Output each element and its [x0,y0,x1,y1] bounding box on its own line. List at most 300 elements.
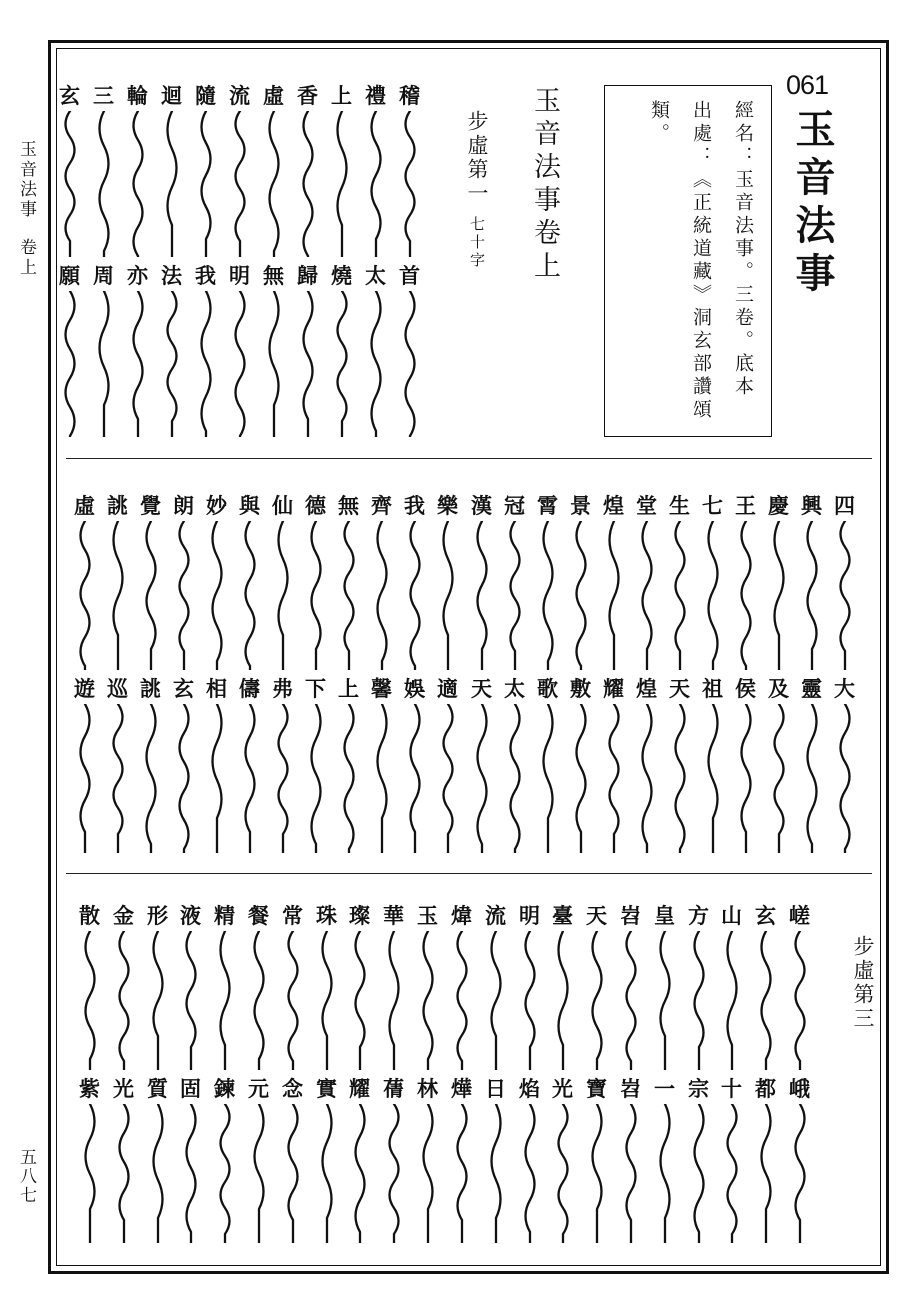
melisma-stroke [762,931,771,1070]
register-divider-1 [66,458,872,459]
section-2-lyric-top: 興 [801,493,822,518]
melisma-curve [180,1104,202,1243]
melisma-curve [537,704,559,853]
melisma-stroke [236,291,245,437]
melisma-stroke [255,931,264,1070]
melisma-curve [214,931,236,1070]
section-3-lyric-bottom: 光 [552,1076,573,1101]
melisma-curve [59,111,81,257]
melisma-stroke [478,704,487,853]
melisma-curve [768,521,790,670]
melisma-curve [669,704,691,853]
section-2-lyric-top: 冠 [504,493,525,518]
melisma-stroke [289,931,298,1070]
melisma-curve [59,291,81,437]
section-2-lyric-bottom: 上 [338,676,359,701]
melisma-curve [688,1104,710,1243]
melisma-stroke [213,521,222,670]
section-3-lyric-top: 方 [688,903,709,928]
section-1-lyric-top: 隨 [195,83,216,108]
melisma-curve [113,931,135,1070]
section-1-lyric-bottom: 亦 [127,263,148,288]
section-3-lyric-bottom: 林 [417,1076,438,1101]
section-2-lyric-bottom: 靈 [801,676,822,701]
section-1-lyric-bottom: 無 [263,263,284,288]
melisma-stroke [312,704,321,853]
melisma-stroke [312,521,321,670]
melisma-stroke [424,1104,433,1243]
melisma-curve [485,931,507,1070]
section-2-lyric-bottom: 歌 [537,676,558,701]
melisma-curve [248,1104,270,1243]
melisma-stroke [168,111,177,257]
melisma-stroke [378,704,387,853]
melisma-curve [147,1104,169,1243]
section-2-lyric-top: 仙 [272,493,293,518]
melisma-curve [173,704,195,853]
section-3-lyric-bottom: 元 [248,1076,269,1101]
melisma-curve [206,704,228,853]
section-3-lyric-top: 散 [79,903,100,928]
melisma-stroke [356,1104,365,1243]
melisma-stroke [841,521,850,670]
melisma-stroke [81,521,90,670]
melisma-curve [383,1104,405,1243]
melisma-curve [74,704,96,853]
melisma-stroke [304,291,313,437]
melisma-stroke [147,704,156,853]
melisma-curve [603,704,625,853]
register-divider-2 [66,873,872,874]
melisma-stroke [444,704,453,853]
melisma-curve [801,704,823,853]
section-3-lyric-top: 華 [383,903,404,928]
section-3-lyric-top: 流 [485,903,506,928]
melisma-stroke [345,704,354,853]
doc-title: 玉音法事 [789,108,836,300]
melisma-curve [570,704,592,853]
section-3-title: 步虛第三 [851,935,875,1031]
melisma-curve [702,521,724,670]
section-3-lyric-top: 璨 [349,903,370,928]
section-2-lyric-bottom: 侯 [735,676,756,701]
melisma-curve [504,521,526,670]
section-2-lyric-top: 霄 [537,493,558,518]
melisma-stroke [406,111,415,257]
melisma-curve [93,111,115,257]
melisma-curve [801,521,823,670]
section-2-lyric-bottom: 下 [305,676,326,701]
melisma-stroke [411,704,420,853]
section-3-lyric-top: 精 [214,903,235,928]
section-2-lyric-top: 德 [305,493,326,518]
melisma-curve [79,1104,101,1243]
melisma-curve [93,291,115,437]
melisma-curve [371,704,393,853]
melisma-curve [721,931,743,1070]
volume-title: 玉音法事卷上 [529,86,560,284]
melisma-stroke [289,1104,298,1243]
melisma-stroke [544,521,553,670]
melisma-curve [834,704,856,853]
section-3-lyric-bottom: 岧 [620,1076,641,1101]
section-2-lyric-top: 七 [702,493,723,518]
melisma-stroke [695,931,704,1070]
melisma-curve [603,521,625,670]
section-1-lyric-top: 稽 [399,83,420,108]
section-2-lyric-top: 無 [338,493,359,518]
margin-page-number: 五八七 [16,1148,36,1205]
melisma-stroke [643,521,652,670]
melisma-curve [229,291,251,437]
section-2-lyric-bottom: 誂 [140,676,161,701]
melisma-curve [721,1104,743,1243]
melisma-curve [399,111,421,257]
melisma-curve [755,1104,777,1243]
melisma-curve [654,1104,676,1243]
melisma-curve [437,704,459,853]
melisma-stroke [345,521,354,670]
melisma-stroke [661,1104,670,1243]
section-2-lyric-bottom: 煌 [636,676,657,701]
melisma-curve [451,931,473,1070]
section-3-lyric-bottom: 寶 [586,1076,607,1101]
melisma-stroke [762,1104,771,1243]
section-2-lyric-top: 誂 [107,493,128,518]
melisma-stroke [304,111,313,257]
melisma-curve [161,291,183,437]
melisma-stroke [372,111,381,257]
section-3-lyric-bottom: 宗 [688,1076,709,1101]
melisma-stroke [511,704,520,853]
melisma-curve [263,111,285,257]
melisma-stroke [168,291,177,437]
section-3-lyric-bottom: 十 [721,1076,742,1101]
melisma-curve [239,704,261,853]
melisma-stroke [338,291,347,437]
section-2-lyric-top: 覺 [140,493,161,518]
section-1-lyric-top: 虛 [263,83,284,108]
section-3-lyric-top: 餐 [248,903,269,928]
melisma-stroke [676,521,685,670]
section-1-lyric-bottom: 歸 [297,263,318,288]
melisma-stroke [796,1104,805,1243]
margin-volume-text: 卷上 [16,238,36,278]
melisma-stroke [86,931,95,1070]
melisma-stroke [643,704,652,853]
melisma-stroke [246,704,255,853]
melisma-curve [404,704,426,853]
section-2-lyric-top: 我 [404,493,425,518]
melisma-curve [272,704,294,853]
melisma-curve [504,704,526,853]
melisma-curve [239,521,261,670]
melisma-curve [471,704,493,853]
section-3-lyric-bottom: 光 [113,1076,134,1101]
margin-title-text: 玉音法事 [16,140,36,220]
melisma-curve [316,1104,338,1243]
melisma-curve [586,1104,608,1243]
section-2-lyric-bottom: 及 [768,676,789,701]
section-3-lyric-bottom: 日 [485,1076,506,1101]
melisma-curve [636,704,658,853]
melisma-stroke [492,1104,501,1243]
melisma-curve [74,521,96,670]
melisma-stroke [390,931,399,1070]
melisma-curve [755,931,777,1070]
melisma-stroke [808,521,817,670]
section-3-lyric-bottom: 焰 [519,1076,540,1101]
melisma-curve [305,704,327,853]
melisma-curve [147,931,169,1070]
melisma-stroke [356,931,365,1070]
melisma-curve [485,1104,507,1243]
section-2-lyric-top: 王 [735,493,756,518]
melisma-stroke [775,704,784,853]
melisma-stroke [100,111,109,257]
melisma-curve [248,931,270,1070]
section-3-lyric-top: 嵯 [789,903,810,928]
melisma-curve [552,931,574,1070]
melisma-curve [195,111,217,257]
melisma-curve [365,291,387,437]
section-2-lyric-bottom: 儔 [239,676,260,701]
section-2-lyric-bottom: 馨 [371,676,392,701]
melisma-curve [349,931,371,1070]
melisma-curve [127,111,149,257]
section-1-lyric-top: 上 [331,83,352,108]
melisma-curve [789,931,811,1070]
section-1-lyric-bottom: 太 [365,263,386,288]
melisma-stroke [66,111,75,257]
section-3-lyric-top: 珠 [316,903,337,928]
melisma-stroke [627,1104,636,1243]
melisma-stroke [742,521,751,670]
section-2-lyric-bottom: 相 [206,676,227,701]
melisma-stroke [775,521,784,670]
melisma-stroke [279,704,288,853]
melisma-stroke [147,521,156,670]
melisma-stroke [270,111,279,257]
melisma-curve [272,521,294,670]
section-2-lyric-bottom: 弗 [272,676,293,701]
melisma-stroke [577,521,586,670]
melisma-curve [107,521,129,670]
melisma-curve [180,931,202,1070]
section-3-lyric-top: 明 [519,903,540,928]
melisma-stroke [202,291,211,437]
section-1-title: 步虛第一 [465,110,489,206]
catalog-source-line: 出處：《正統道藏》洞玄部讚頌 [690,100,712,422]
melisma-stroke [676,704,685,853]
melisma-curve [331,111,353,257]
section-3-lyric-bottom: 耀 [349,1076,370,1101]
melisma-stroke [187,1104,196,1243]
melisma-curve [229,111,251,257]
section-2-lyric-top: 樂 [437,493,458,518]
melisma-stroke [526,931,535,1070]
melisma-stroke [627,931,636,1070]
melisma-curve [620,1104,642,1243]
melisma-curve [570,521,592,670]
melisma-curve [552,1104,574,1243]
melisma-stroke [610,704,619,853]
section-2-lyric-bottom: 耀 [603,676,624,701]
melisma-curve [195,291,217,437]
melisma-stroke [478,521,487,670]
section-2-lyric-top: 虛 [74,493,95,518]
melisma-curve [140,521,162,670]
section-2-lyric-bottom: 玄 [173,676,194,701]
melisma-stroke [202,111,211,257]
section-3-lyric-bottom: 質 [147,1076,168,1101]
melisma-curve [107,704,129,853]
section-2-lyric-bottom: 太 [504,676,525,701]
melisma-stroke [270,291,279,437]
melisma-curve [735,704,757,853]
melisma-curve [399,291,421,437]
section-3-lyric-top: 煒 [451,903,472,928]
melisma-curve [417,1104,439,1243]
melisma-curve [789,1104,811,1243]
melisma-stroke [134,291,143,437]
melisma-stroke [338,111,347,257]
melisma-curve [297,291,319,437]
section-3-lyric-bottom: 燁 [451,1076,472,1101]
section-2-lyric-top: 煌 [603,493,624,518]
melisma-curve [451,1104,473,1243]
melisma-stroke [120,1104,129,1243]
melisma-stroke [255,1104,264,1243]
section-2-lyric-top: 妙 [206,493,227,518]
section-2-lyric-bottom: 適 [437,676,458,701]
melisma-stroke [246,521,255,670]
melisma-curve [282,931,304,1070]
section-2-lyric-top: 景 [570,493,591,518]
melisma-curve [537,521,559,670]
section-2-lyric-bottom: 天 [471,676,492,701]
section-1-lyric-bottom: 燒 [331,263,352,288]
catalog-name-line: 經名：玉音法事。三卷。底本 [732,100,754,399]
section-1-lyric-bottom: 首 [399,263,420,288]
section-2-lyric-top: 與 [239,493,260,518]
melisma-stroke [742,704,751,853]
melisma-curve [297,111,319,257]
section-1-lyric-top: 流 [229,83,250,108]
section-1-lyric-top: 禮 [365,83,386,108]
melisma-stroke [134,111,143,257]
section-2-lyric-bottom: 天 [669,676,690,701]
melisma-stroke [695,1104,704,1243]
melisma-stroke [187,931,196,1070]
section-3-lyric-bottom: 都 [755,1076,776,1101]
melisma-curve [404,521,426,670]
melisma-curve [173,521,195,670]
melisma-curve [206,521,228,670]
melisma-stroke [100,291,109,437]
melisma-curve [519,1104,541,1243]
doc-number: 061 [786,70,829,100]
section-2-lyric-top: 朗 [173,493,194,518]
section-3-lyric-top: 液 [180,903,201,928]
melisma-stroke [180,704,189,853]
melisma-curve [471,521,493,670]
melisma-stroke [610,521,619,670]
melisma-curve [338,704,360,853]
melisma-curve [349,1104,371,1243]
melisma-curve [365,111,387,257]
melisma-curve [636,521,658,670]
section-3-lyric-top: 金 [113,903,134,928]
melisma-stroke [154,1104,163,1243]
section-1-heading [462,110,492,270]
melisma-stroke [526,1104,535,1243]
section-2-lyric-bottom: 祖 [702,676,723,701]
section-1-lyric-top: 迴 [161,83,182,108]
melisma-curve [140,704,162,853]
melisma-stroke [120,931,129,1070]
melisma-stroke [841,704,850,853]
section-1-lyric-top: 玄 [59,83,80,108]
melisma-curve [620,931,642,1070]
melisma-stroke [221,931,230,1070]
section-2-lyric-top: 生 [669,493,690,518]
melisma-stroke [577,704,586,853]
melisma-stroke [323,1104,332,1243]
melisma-curve [338,521,360,670]
section-1-lyric-bottom: 法 [161,263,182,288]
section-1-lyric-bottom: 願 [59,263,80,288]
melisma-stroke [279,521,288,670]
melisma-stroke [796,931,805,1070]
melisma-stroke [372,291,381,437]
melisma-stroke [114,521,123,670]
melisma-curve [331,291,353,437]
section-3-lyric-top: 皇 [654,903,675,928]
section-3-lyric-bottom: 鍊 [214,1076,235,1101]
section-3-lyric-top: 臺 [552,903,573,928]
section-3-lyric-top: 玄 [755,903,776,928]
section-1-lyric-top: 輪 [127,83,148,108]
section-3-lyric-top: 岧 [620,903,641,928]
melisma-stroke [424,931,433,1070]
melisma-curve [735,521,757,670]
melisma-curve [316,931,338,1070]
melisma-curve [263,291,285,437]
section-3-lyric-bottom: 實 [316,1076,337,1101]
melisma-curve [688,931,710,1070]
melisma-stroke [406,291,415,437]
melisma-stroke [154,931,163,1070]
melisma-stroke [709,704,718,853]
section-3-lyric-top: 常 [282,903,303,928]
section-2-lyric-top: 漢 [471,493,492,518]
melisma-stroke [511,521,520,670]
section-2-lyric-top: 慶 [768,493,789,518]
margin-book-title [14,140,39,278]
melisma-curve [383,931,405,1070]
melisma-stroke [544,704,553,853]
melisma-stroke [390,1104,399,1243]
section-2-lyric-top: 堂 [636,493,657,518]
melisma-stroke [221,1104,230,1243]
melisma-curve [834,521,856,670]
melisma-stroke [378,521,387,670]
section-2-lyric-bottom: 巡 [107,676,128,701]
melisma-curve [79,931,101,1070]
melisma-curve [161,111,183,257]
melisma-stroke [458,931,467,1070]
